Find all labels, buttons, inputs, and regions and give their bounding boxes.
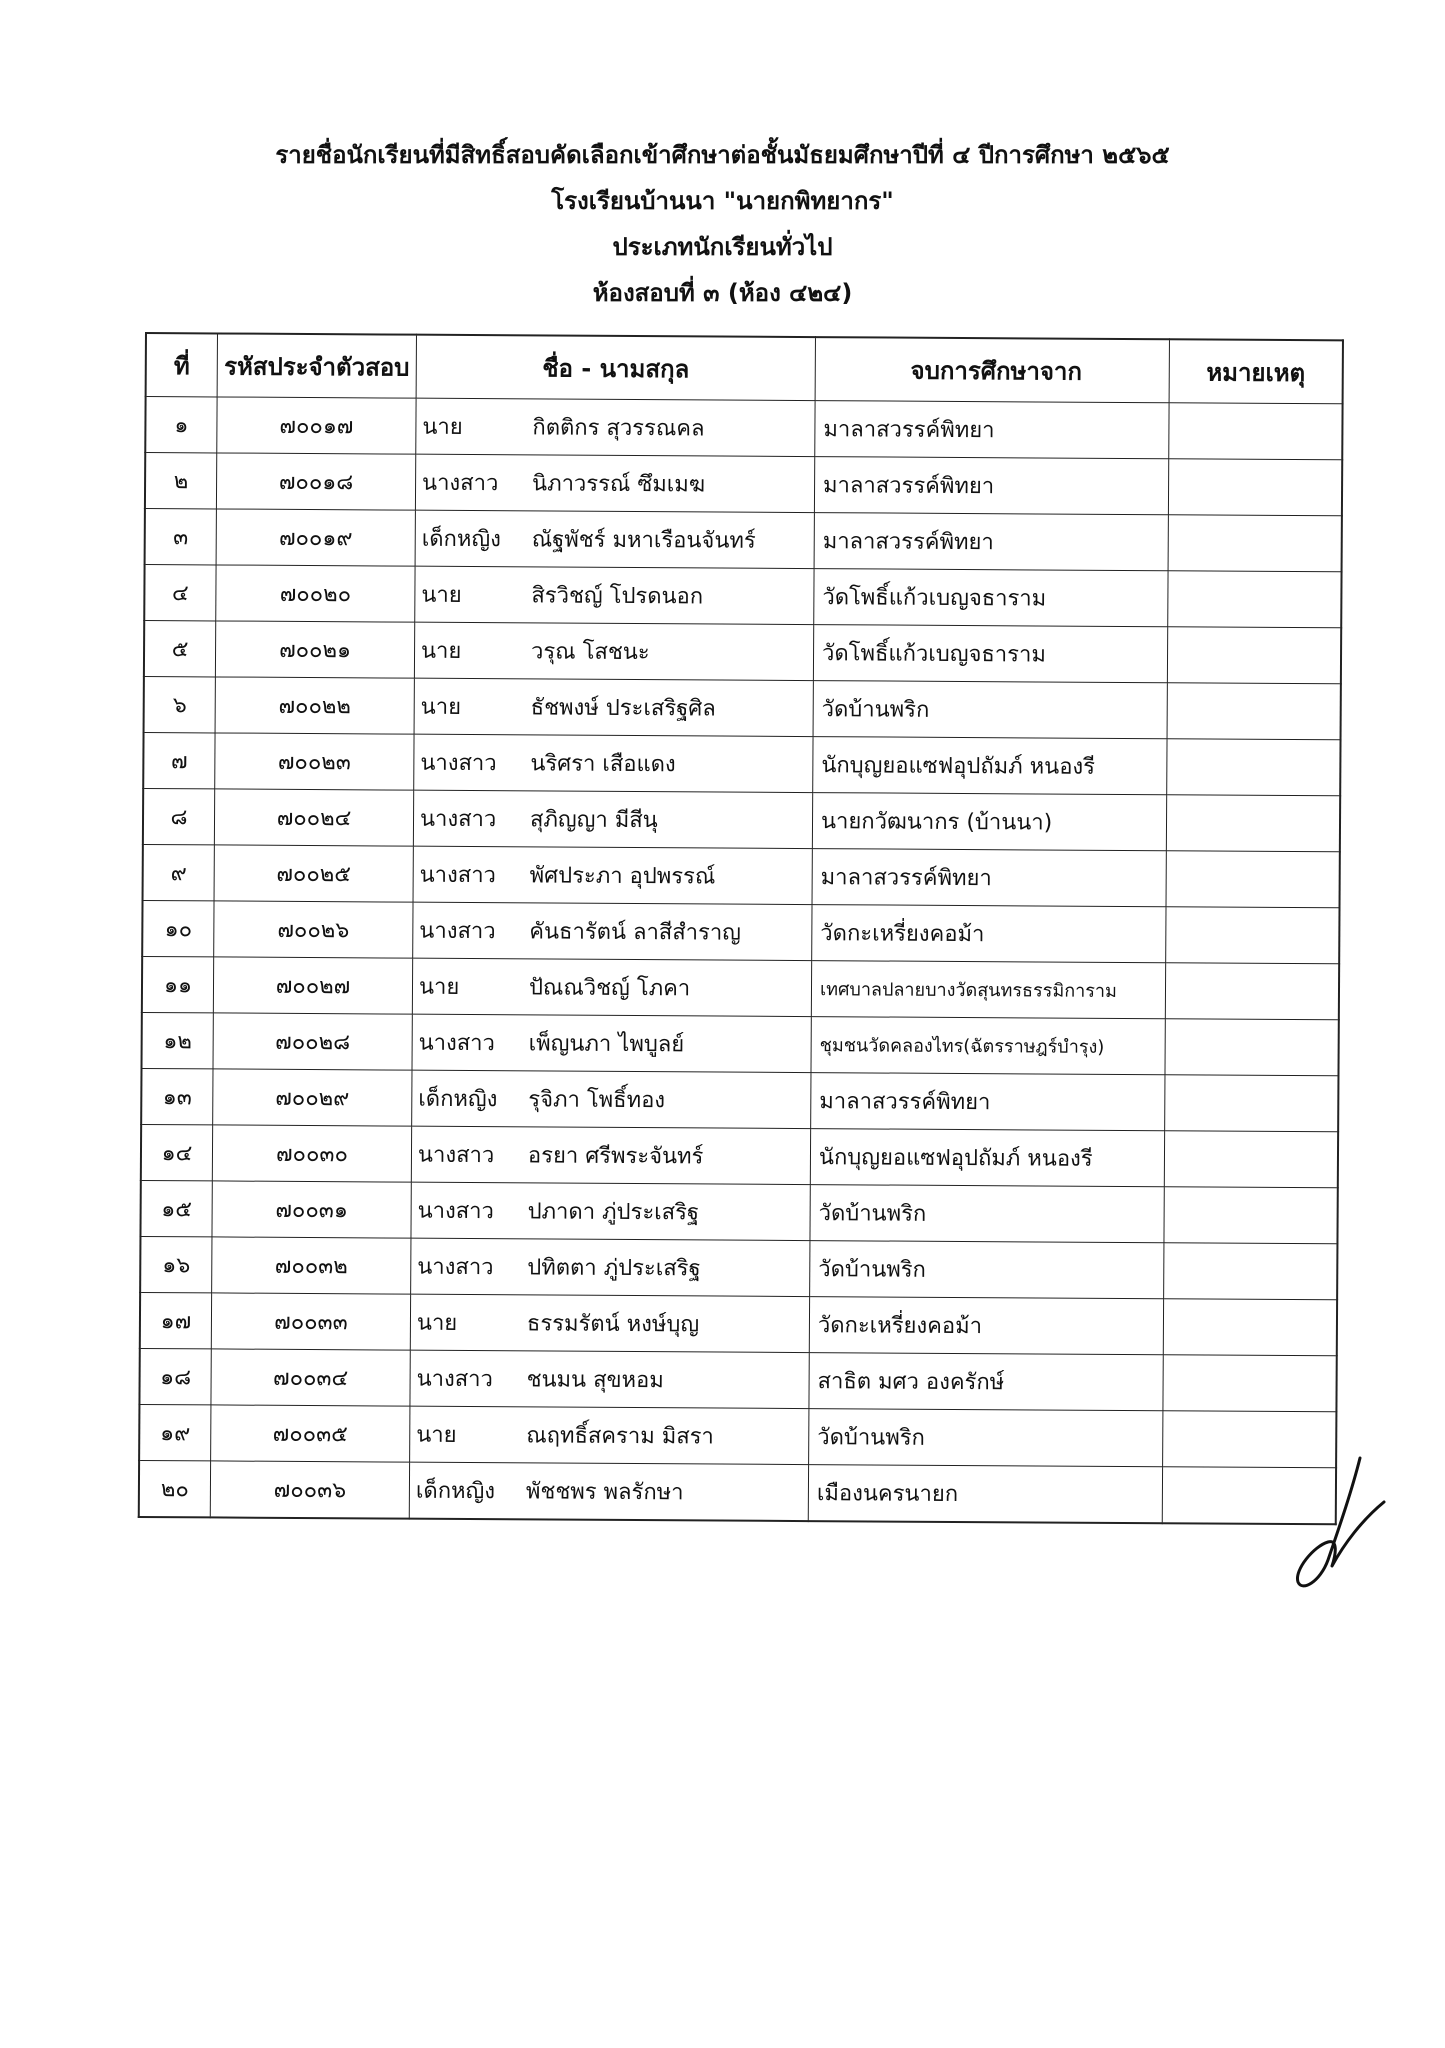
table-row	[139, 1348, 1336, 1411]
header-title: รายชื่อนักเรียนที่มีสิทธิ์สอบคัดเลือกเข้าศึกษาต่อชั้นมัธยมศึกษาปีที่ ๔ ปีการศึกษา ๒๕๖๕	[275, 141, 1170, 169]
cell-full-name	[411, 1126, 810, 1184]
cell-note	[1168, 459, 1342, 516]
cell-exam-code: ๗๐๐๑๘	[216, 453, 415, 510]
cell-full-name	[410, 1294, 809, 1352]
cell-no: ๒๐	[139, 1460, 211, 1517]
cell-exam-code: ๗๐๐๑๗	[217, 397, 416, 454]
cell-exam-code: ๗๐๐๑๙	[216, 509, 415, 566]
cell-note	[1165, 963, 1339, 1020]
cell-no: ๑๔	[141, 1124, 213, 1180]
cell-full-name	[414, 734, 813, 792]
cell-no: ๒	[145, 453, 217, 509]
name-prefix: นางสาว	[419, 918, 496, 945]
cell-full-name	[414, 622, 813, 680]
cell-note	[1168, 571, 1342, 628]
cell-no: ๖	[144, 676, 216, 732]
cell-note	[1164, 1243, 1338, 1300]
cell-no: ๑๖	[140, 1236, 212, 1292]
name-text: คันธารัตน์ ลาสีสำราญ	[529, 919, 742, 946]
cell-previous-school: วัดบ้านพริก	[813, 681, 1167, 739]
cell-no: ๓	[145, 509, 217, 565]
name-text: รุจิภา โพธิ์ทอง	[528, 1087, 666, 1114]
table-row	[145, 453, 1342, 516]
cell-note	[1163, 1355, 1337, 1412]
name-text: ชนมน สุขหอม	[526, 1367, 664, 1394]
cell-note	[1163, 1299, 1337, 1356]
cell-no: ๑๓	[141, 1068, 213, 1124]
table-body	[139, 397, 1343, 1525]
table-header-row	[146, 333, 1343, 404]
cell-full-name	[413, 790, 812, 848]
cell-previous-school: นักบุญยอแซฟอุปถัมภ์ หนองรี	[813, 737, 1167, 795]
cell-exam-code: ๗๐๐๓๒	[212, 1237, 411, 1294]
cell-no: ๑๐	[142, 900, 214, 956]
table-row	[143, 844, 1340, 907]
name-prefix: นางสาว	[417, 1198, 494, 1225]
name-text: นริศรา เสือแดง	[530, 751, 676, 778]
table-row	[144, 565, 1341, 628]
cell-no: ๕	[144, 621, 216, 677]
name-prefix: นางสาว	[422, 470, 499, 497]
table-row	[140, 1180, 1337, 1243]
name-prefix: นางสาว	[419, 862, 497, 889]
header-school: โรงเรียนบ้านนา "นายกพิทยากร"	[551, 187, 894, 215]
name-text: นิภาวรรณ์ ซึมเมฆ	[532, 471, 706, 498]
cell-no: ๑๒	[142, 1012, 214, 1068]
name-text: ณัฐพัชร์ มหาเรือนจันทร์	[531, 527, 756, 554]
cell-previous-school: นายกวัฒนากร (บ้านนา)	[812, 793, 1166, 851]
name-prefix: เด็กหญิง	[418, 1086, 498, 1113]
table-row	[145, 509, 1342, 572]
cell-previous-school: ชุมชนวัดคลองไทร(ฉัตรราษฎร์บำรุง)	[811, 1017, 1165, 1075]
cell-exam-code: ๗๐๐๓๐	[212, 1125, 411, 1182]
name-prefix: นางสาว	[419, 806, 497, 833]
cell-previous-school: เมืองนครนายก	[808, 1465, 1162, 1524]
col-header-name: ชื่อ - นามสกุล	[416, 335, 815, 401]
table-row	[139, 1460, 1336, 1524]
cell-full-name	[415, 510, 814, 568]
table-row	[140, 1236, 1337, 1299]
cell-note	[1168, 515, 1342, 572]
cell-previous-school: สาธิต มศว องครักษ์	[809, 1353, 1163, 1411]
cell-full-name	[411, 1238, 810, 1296]
table-row	[144, 676, 1341, 739]
table-row	[142, 900, 1339, 963]
cell-note	[1167, 683, 1341, 740]
cell-note	[1167, 627, 1341, 684]
cell-previous-school: เทศบาลปลายบางวัดสุนทรธรรมิการาม	[811, 961, 1165, 1019]
name-text: อรยา ศรีพระจันทร์	[527, 1143, 704, 1170]
cell-no: ๘	[143, 788, 215, 844]
name-text: ปภาดา ภู่ประเสริฐ	[527, 1199, 700, 1226]
cell-previous-school: วัดบ้านพริก	[810, 1241, 1164, 1299]
table-row	[142, 956, 1339, 1019]
cell-full-name	[411, 1182, 810, 1240]
name-prefix: เด็กหญิง	[421, 526, 501, 553]
cell-previous-school: วัดกะเหรี่ยงคอม้า	[812, 905, 1166, 963]
cell-no: ๗	[143, 732, 215, 788]
cell-previous-school: มาลาสวรรค์พิทยา	[811, 1073, 1165, 1131]
cell-full-name	[414, 678, 813, 736]
cell-no: ๑๕	[140, 1180, 212, 1236]
cell-previous-school: วัดโพธิ์แก้วเบญจธาราม	[814, 569, 1168, 627]
cell-full-name	[410, 1350, 809, 1408]
cell-note	[1165, 1075, 1339, 1132]
name-text: ธัชพงษ์ ประเสริฐศิล	[530, 695, 716, 722]
cell-no: ๑	[145, 397, 217, 453]
cell-previous-school: วัดบ้านพริก	[810, 1185, 1164, 1243]
cell-note	[1169, 403, 1343, 460]
cell-note	[1164, 1187, 1338, 1244]
cell-previous-school: มาลาสวรรค์พิทยา	[814, 513, 1168, 571]
cell-exam-code: ๗๐๐๓๓	[211, 1293, 410, 1350]
name-prefix: นาย	[422, 414, 463, 440]
table-row	[140, 1292, 1337, 1355]
table-row	[141, 1124, 1338, 1187]
name-text: สุภิญญา มีสีนุ	[529, 807, 658, 834]
signature-mark-icon	[1290, 1450, 1390, 1600]
cell-note	[1166, 795, 1340, 852]
cell-full-name	[415, 566, 814, 624]
cell-exam-code: ๗๐๐๓๔	[211, 1349, 410, 1406]
name-text: ปทิตตา ภู่ประเสริฐ	[527, 1255, 701, 1282]
cell-no: ๙	[143, 844, 215, 900]
name-text: เพ็ญนภา ไพบูลย์	[528, 1031, 685, 1058]
cell-full-name	[415, 454, 814, 512]
name-text: กิตติกร สุวรรณคล	[532, 415, 705, 442]
cell-exam-code: ๗๐๐๓๑	[212, 1181, 411, 1238]
cell-note	[1166, 907, 1340, 964]
table-row	[142, 1012, 1339, 1075]
student-table	[138, 332, 1344, 1525]
cell-full-name	[409, 1462, 808, 1521]
cell-full-name	[412, 958, 811, 1016]
cell-note	[1164, 1131, 1338, 1188]
header-category: ประเภทนักเรียนทั่วไป	[612, 233, 833, 261]
name-prefix: นาย	[420, 694, 462, 720]
cell-full-name	[410, 1406, 809, 1464]
cell-exam-code: ๗๐๐๒๑	[215, 621, 414, 678]
cell-exam-code: ๗๐๐๒๕	[214, 845, 413, 902]
cell-previous-school: มาลาสวรรค์พิทยา	[815, 401, 1169, 459]
name-text: วรุณ โสชนะ	[530, 639, 650, 666]
student-table-wrapper	[138, 332, 1344, 1525]
name-text: ณฤทธิ์สคราม มิสรา	[526, 1423, 714, 1450]
cell-exam-code: ๗๐๐๒๒	[215, 677, 414, 734]
cell-no: ๑๙	[139, 1404, 211, 1460]
name-prefix: นางสาว	[418, 1030, 496, 1057]
col-header-no: ที่	[146, 333, 218, 397]
cell-note	[1165, 1019, 1339, 1076]
cell-exam-code: ๗๐๐๒๗	[213, 957, 412, 1014]
cell-full-name	[416, 398, 815, 456]
cell-full-name	[413, 846, 812, 904]
cell-full-name	[412, 1070, 811, 1128]
cell-no: ๑๗	[140, 1292, 212, 1348]
name-text: พัชชพร พลรักษา	[525, 1479, 684, 1506]
name-prefix: นางสาว	[420, 750, 497, 777]
document-header	[0, 132, 1445, 316]
cell-previous-school: มาลาสวรรค์พิทยา	[814, 457, 1168, 515]
name-text: สิรวิชญ์ โปรดนอก	[531, 583, 704, 610]
name-text: ธรรมรัตน์ หงษ์บุญ	[526, 1311, 700, 1338]
cell-exam-code: ๗๐๐๒๖	[214, 901, 413, 958]
name-text: ปัณณวิชญ์ โภคา	[528, 975, 691, 1002]
cell-exam-code: ๗๐๐๓๕	[211, 1405, 410, 1462]
cell-previous-school: วัดกะเหรี่ยงคอม้า	[809, 1297, 1163, 1355]
name-prefix: นางสาว	[417, 1142, 495, 1169]
name-prefix: นาย	[421, 582, 462, 608]
cell-full-name	[413, 902, 812, 960]
cell-exam-code: ๗๐๐๒๘	[213, 1013, 412, 1070]
table-row	[144, 621, 1341, 684]
name-prefix: เด็กหญิง	[415, 1478, 496, 1505]
cell-previous-school: วัดบ้านพริก	[809, 1409, 1163, 1467]
cell-previous-school: นักบุญยอแซฟอุปถัมภ์ หนองรี	[810, 1129, 1164, 1187]
name-text: พัศประภา อุปพรรณ์	[529, 863, 716, 890]
table-row	[143, 788, 1340, 851]
cell-no: ๑๑	[142, 956, 214, 1012]
name-prefix: นาย	[416, 1422, 457, 1448]
cell-exam-code: ๗๐๐๓๖	[210, 1461, 409, 1519]
table-row	[139, 1404, 1336, 1467]
cell-exam-code: ๗๐๐๒๐	[216, 565, 415, 622]
cell-exam-code: ๗๐๐๒๓	[215, 733, 414, 790]
cell-previous-school: มาลาสวรรค์พิทยา	[812, 849, 1166, 907]
table-row	[145, 397, 1342, 460]
name-prefix: นาย	[418, 974, 460, 1000]
table-row	[141, 1068, 1338, 1131]
cell-full-name	[412, 1014, 811, 1072]
cell-no: ๑๘	[139, 1348, 211, 1404]
name-prefix: นาย	[416, 1310, 458, 1336]
cell-exam-code: ๗๐๐๒๙	[213, 1069, 412, 1126]
cell-exam-code: ๗๐๐๒๔	[214, 789, 413, 846]
col-header-school: จบการศึกษาจาก	[815, 337, 1169, 403]
cell-previous-school: วัดโพธิ์แก้วเบญจธาราม	[813, 625, 1167, 683]
col-header-note: หมายเหตุ	[1169, 339, 1343, 404]
cell-no: ๔	[144, 565, 216, 621]
name-prefix: นางสาว	[417, 1254, 494, 1281]
col-header-code: รหัสประจำตัวสอบ	[217, 333, 416, 398]
cell-note	[1166, 851, 1340, 908]
header-exam-room: ห้องสอบที่ ๓ (ห้อง ๔๒๔)	[592, 279, 853, 307]
name-prefix: นาย	[420, 638, 462, 664]
cell-note	[1167, 739, 1341, 796]
table-row	[143, 732, 1340, 795]
name-prefix: นางสาว	[416, 1366, 493, 1393]
